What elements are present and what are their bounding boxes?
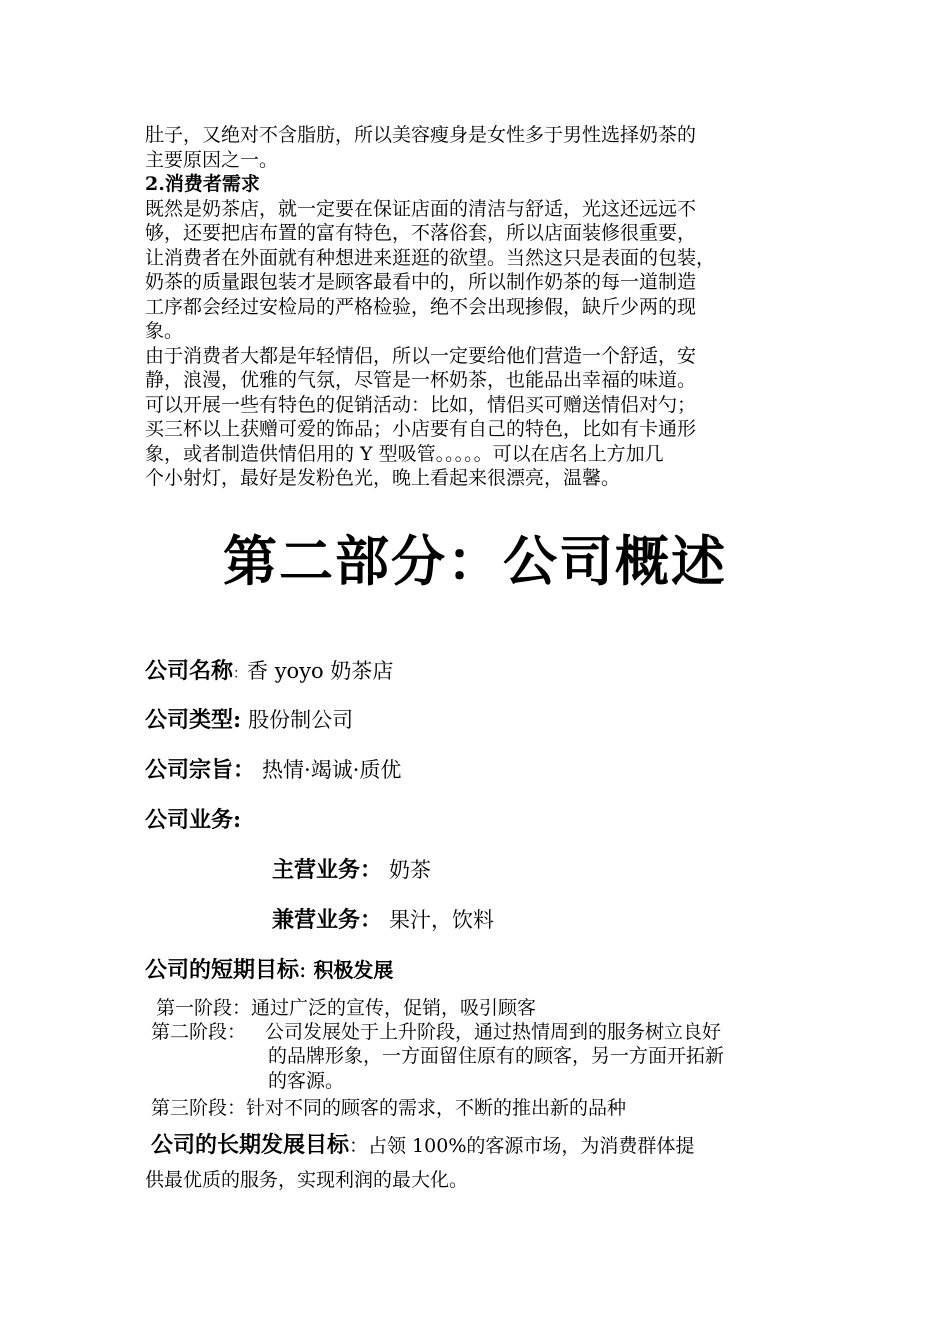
demand-line: 够，还要把店布置的富有特色，不落俗套，所以店面装修很重要， <box>145 222 697 244</box>
demand-line: 由于消费者大都是年轻情侣，所以一定要给他们营造一个舒适，安 <box>145 344 697 367</box>
intro-line: 主要原因之一。 <box>145 148 279 171</box>
company-type-row <box>145 705 353 736</box>
company-business-row <box>145 805 241 836</box>
side-business-label: 兼营业务： <box>272 907 383 933</box>
intro-line: 肚子，又绝对不含脂肪，所以美容瘦身是女性多于男性选择奶茶的 <box>145 124 697 146</box>
company-type-label: 公司类型: <box>145 707 242 733</box>
short-goal-value: 积极发展 <box>313 958 394 982</box>
side-business-row <box>272 905 494 936</box>
company-purpose-value: 热情·竭诚·质优 <box>262 758 402 782</box>
demand-line: 象。 <box>145 320 184 342</box>
section-heading: 2.消费者需求 <box>145 173 260 195</box>
demand-line: 可以开展一些有特色的促销活动：比如，情侣买可赠送情侣对勺； <box>145 393 697 416</box>
side-business-value: 果汁，饮料 <box>389 908 495 932</box>
main-business-row <box>272 855 431 886</box>
demand-line: 奶茶的质量跟包装才是顾客最看中的，所以制作奶茶的每一道制造 <box>145 271 697 293</box>
stage-two-line: 的客源。 <box>268 1070 345 1092</box>
long-goal-line: 供最优质的服务，实现利润的最大化。 <box>145 1169 469 1191</box>
demand-line: 既然是奶茶店，就一定要在保证店面的清洁与舒适，光这还远远不 <box>145 197 697 220</box>
demand-line: 买三杯以上获赠可爱的饰品；小店要有自己的特色，比如有卡通形 <box>145 418 697 440</box>
long-goal-label: 公司的长期发展目标 <box>151 1132 350 1158</box>
company-business-label: 公司业务: <box>145 807 242 833</box>
short-goal-label: 公司的短期目标 <box>145 957 300 983</box>
company-purpose-label: 公司宗旨： <box>145 757 256 783</box>
company-name-label: 公司名称 <box>145 658 234 684</box>
part-title: 第二部分：公司概述 <box>223 529 727 593</box>
intro-paragraph <box>145 123 825 491</box>
main-business-value: 奶茶 <box>389 858 432 882</box>
stage-two-line: 公司发展处于上升阶段，通过热情周到的服务树立良好 <box>265 1021 722 1043</box>
demand-line: 让消费者在外面就有种想进来逛逛的欲望。当然这只是表面的包装， <box>145 246 716 269</box>
demand-line: 静，浪漫，优雅的气氛，尽管是一杯奶茶，也能品出幸福的味道。 <box>145 369 697 391</box>
company-name-value: 香 yoyo 奶茶店 <box>247 659 394 683</box>
short-goal-separator: : <box>299 958 307 983</box>
demand-line: 象，或者制造供情侣用的 Y 型吸管。。。。。可以在店名上方加几 <box>145 442 664 465</box>
long-goal-paragraph <box>145 1128 825 1197</box>
main-business-label: 主营业务： <box>272 857 383 883</box>
stage-two-label: 第二阶段： <box>151 1021 247 1043</box>
company-purpose-row <box>145 755 401 786</box>
company-name-separator: ： <box>233 666 248 682</box>
short-goal-row <box>145 955 393 986</box>
stage-two-line: 的品牌形象，一方面留住原有的顾客，另一方面开拓新 <box>268 1045 725 1067</box>
long-goal-line: ：占领 100%的客源市场，为消费群体提 <box>349 1135 695 1157</box>
demand-line: 工序都会经过安检局的严格检验，绝不会出现掺假，缺斤少两的现 <box>145 295 697 318</box>
company-type-value: 股份制公司 <box>248 708 354 732</box>
company-name-row <box>145 656 393 689</box>
stage-three: 第三阶段：针对不同的顾客的需求，不断的推出新的品种 <box>151 1097 627 1119</box>
demand-line: 个小射灯，最好是发粉色光，晚上看起来很漂亮，温馨。 <box>145 467 621 489</box>
stage-one: 第一阶段：通过广泛的宣传，促销，吸引顾客 <box>156 997 537 1019</box>
